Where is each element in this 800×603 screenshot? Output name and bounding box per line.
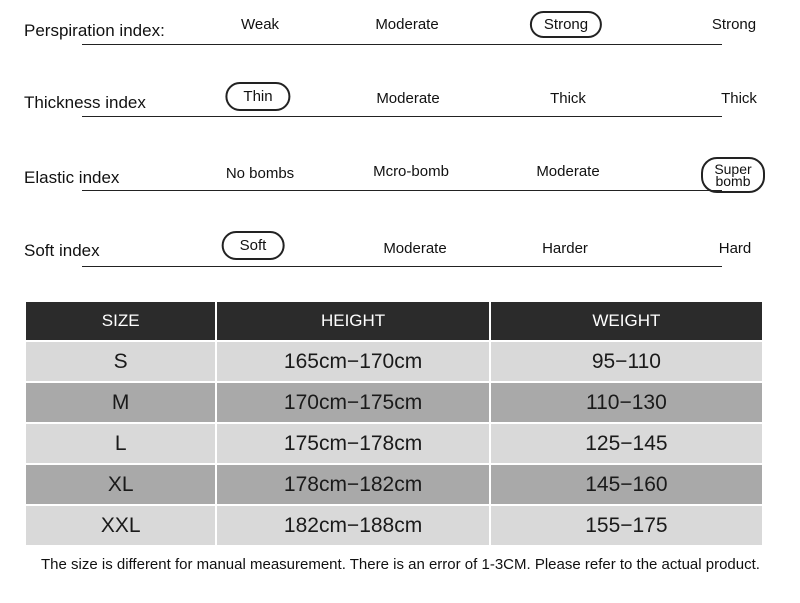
elastic-index-line bbox=[82, 190, 722, 191]
perspiration-option-weak: Weak bbox=[240, 16, 280, 33]
perspiration-index-line bbox=[82, 44, 722, 45]
header-height: HEIGHT bbox=[217, 302, 488, 340]
soft-index-row bbox=[0, 229, 800, 299]
weight-cell: 155−175 bbox=[491, 506, 762, 545]
height-cell: 178cm−182cm bbox=[217, 465, 488, 504]
perspiration-option-strong: Strong bbox=[711, 16, 757, 33]
soft-index-line bbox=[82, 266, 722, 267]
size-chart-header-row bbox=[26, 302, 762, 340]
soft-option-soft-selected: Soft bbox=[222, 231, 285, 260]
thickness-index-row bbox=[0, 82, 800, 152]
elastic-option-moderate: Moderate bbox=[536, 163, 600, 180]
thickness-option-thin-selected: Thin bbox=[225, 82, 290, 111]
size-cell: M bbox=[26, 383, 215, 422]
elastic-index-label: Elastic index bbox=[24, 168, 120, 187]
height-cell: 165cm−170cm bbox=[217, 342, 488, 381]
table-row bbox=[26, 342, 762, 381]
perspiration-index-row bbox=[0, 10, 800, 80]
header-weight: WEIGHT bbox=[491, 302, 762, 340]
height-cell: 170cm−175cm bbox=[217, 383, 488, 422]
size-chart-table bbox=[24, 300, 764, 547]
measurement-note: The size is different for manual measurement. There is an error of 1-3CM. Please refer to the actual product. bbox=[41, 556, 760, 573]
table-row bbox=[26, 383, 762, 422]
perspiration-option-strong-selected: Strong bbox=[530, 11, 602, 38]
soft-option-harder: Harder bbox=[542, 240, 588, 257]
thickness-option-thick-max: Thick bbox=[721, 90, 757, 107]
elastic-option-super-bomb-selected: Super bomb bbox=[701, 157, 765, 193]
weight-cell: 95−110 bbox=[491, 342, 762, 381]
thickness-option-moderate: Moderate bbox=[376, 90, 440, 107]
soft-option-hard: Hard bbox=[718, 240, 752, 257]
perspiration-index-label: Perspiration index: bbox=[24, 21, 165, 40]
table-row bbox=[26, 506, 762, 545]
height-cell: 182cm−188cm bbox=[217, 506, 488, 545]
thickness-index-line bbox=[82, 116, 722, 117]
header-size: SIZE bbox=[26, 302, 215, 340]
height-cell: 175cm−178cm bbox=[217, 424, 488, 463]
thickness-index-label: Thickness index bbox=[24, 93, 146, 112]
size-cell: L bbox=[26, 424, 215, 463]
size-cell: XXL bbox=[26, 506, 215, 545]
weight-cell: 110−130 bbox=[491, 383, 762, 422]
elastic-option-mcro-bomb: Mcro-bomb bbox=[373, 163, 449, 180]
weight-cell: 145−160 bbox=[491, 465, 762, 504]
thickness-option-thick: Thick bbox=[550, 90, 586, 107]
soft-option-moderate: Moderate bbox=[383, 240, 447, 257]
elastic-option-no-bombs: No bombs bbox=[225, 165, 295, 182]
elastic-index-row bbox=[0, 155, 800, 225]
size-cell: XL bbox=[26, 465, 215, 504]
perspiration-option-moderate: Moderate bbox=[375, 16, 439, 33]
table-row bbox=[26, 465, 762, 504]
weight-cell: 125−145 bbox=[491, 424, 762, 463]
table-row bbox=[26, 424, 762, 463]
soft-index-label: Soft index bbox=[24, 241, 100, 260]
size-cell: S bbox=[26, 342, 215, 381]
